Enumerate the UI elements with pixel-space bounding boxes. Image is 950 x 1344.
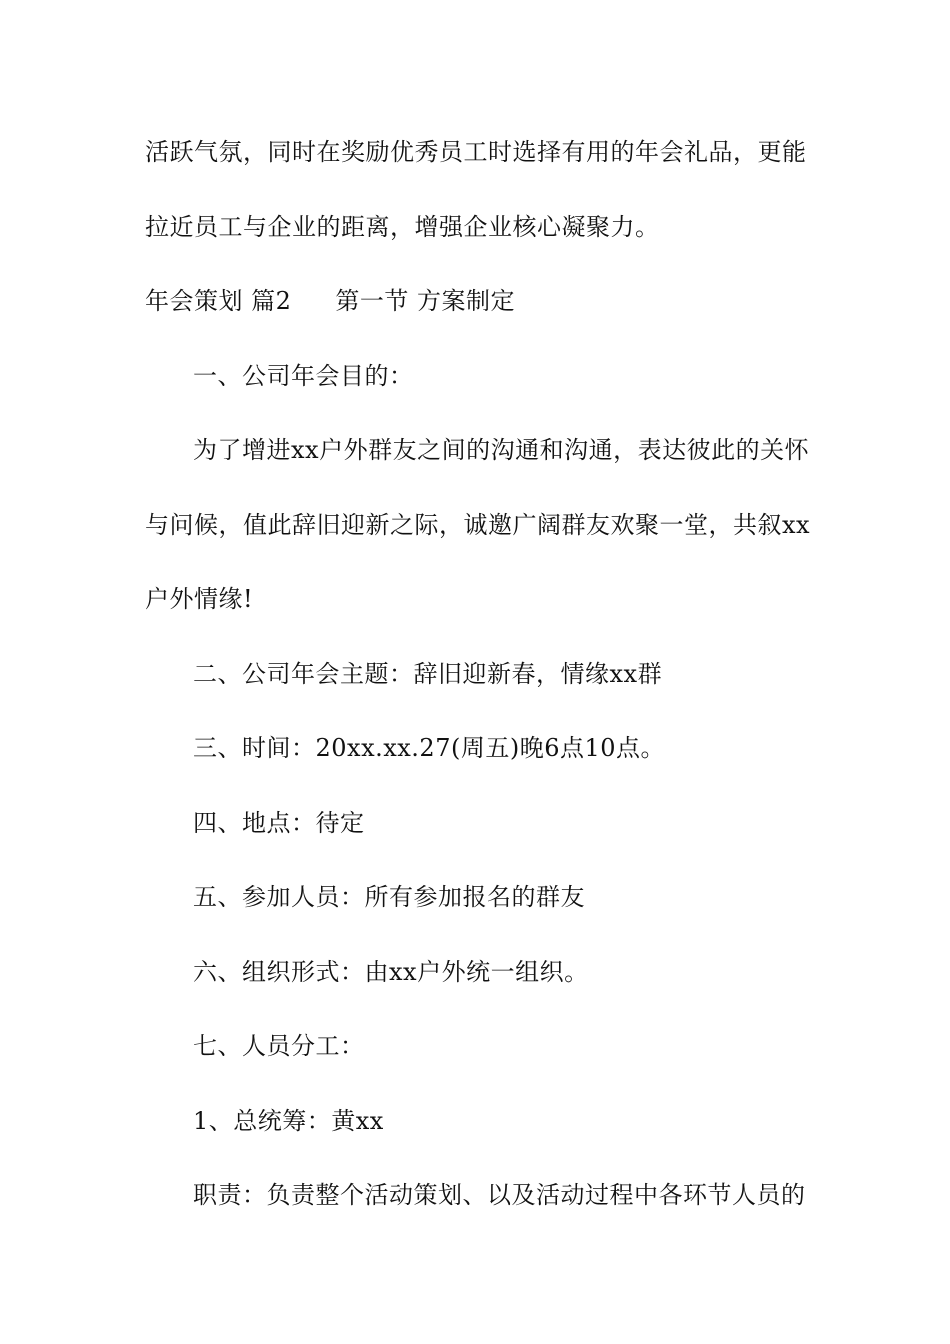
list-item: 六、组织形式：由xx户外统一组织。 — [193, 958, 589, 986]
sub-list-item: 1、总统筹：黄xx — [193, 1107, 384, 1135]
paragraph-line: 户外情缘! — [145, 585, 254, 613]
section-heading-line — [145, 286, 815, 316]
list-item: 五、参加人员：所有参加报名的群友 — [193, 883, 585, 911]
list-item: 三、时间：20xx.xx.27(周五)晚6点10点。 — [193, 734, 666, 762]
list-item: 四、地点：待定 — [193, 809, 365, 837]
article-title: 年会策划 篇2 — [145, 287, 292, 315]
section-title: 第一节 方案制定 — [335, 287, 516, 315]
paragraph-line: 为了增进xx户外群友之间的沟通和沟通，表达彼此的关怀 — [193, 436, 810, 464]
paragraph-line: 拉近员工与企业的距离，增强企业核心凝聚力。 — [145, 213, 660, 241]
list-heading: 一、公司年会目的： — [193, 362, 414, 390]
list-item: 七、人员分工： — [193, 1032, 365, 1060]
paragraph-line: 活跃气氛，同时在奖励优秀员工时选择有用的年会礼品，更能 — [145, 138, 807, 166]
paragraph-line: 职责：负责整个活动策划、以及活动过程中各环节人员的 — [193, 1181, 806, 1209]
paragraph-line: 与问候，值此辞旧迎新之际，诚邀广阔群友欢聚一堂，共叙xx — [145, 511, 811, 539]
list-item: 二、公司年会主题：辞旧迎新春，情缘xx群 — [193, 660, 663, 688]
